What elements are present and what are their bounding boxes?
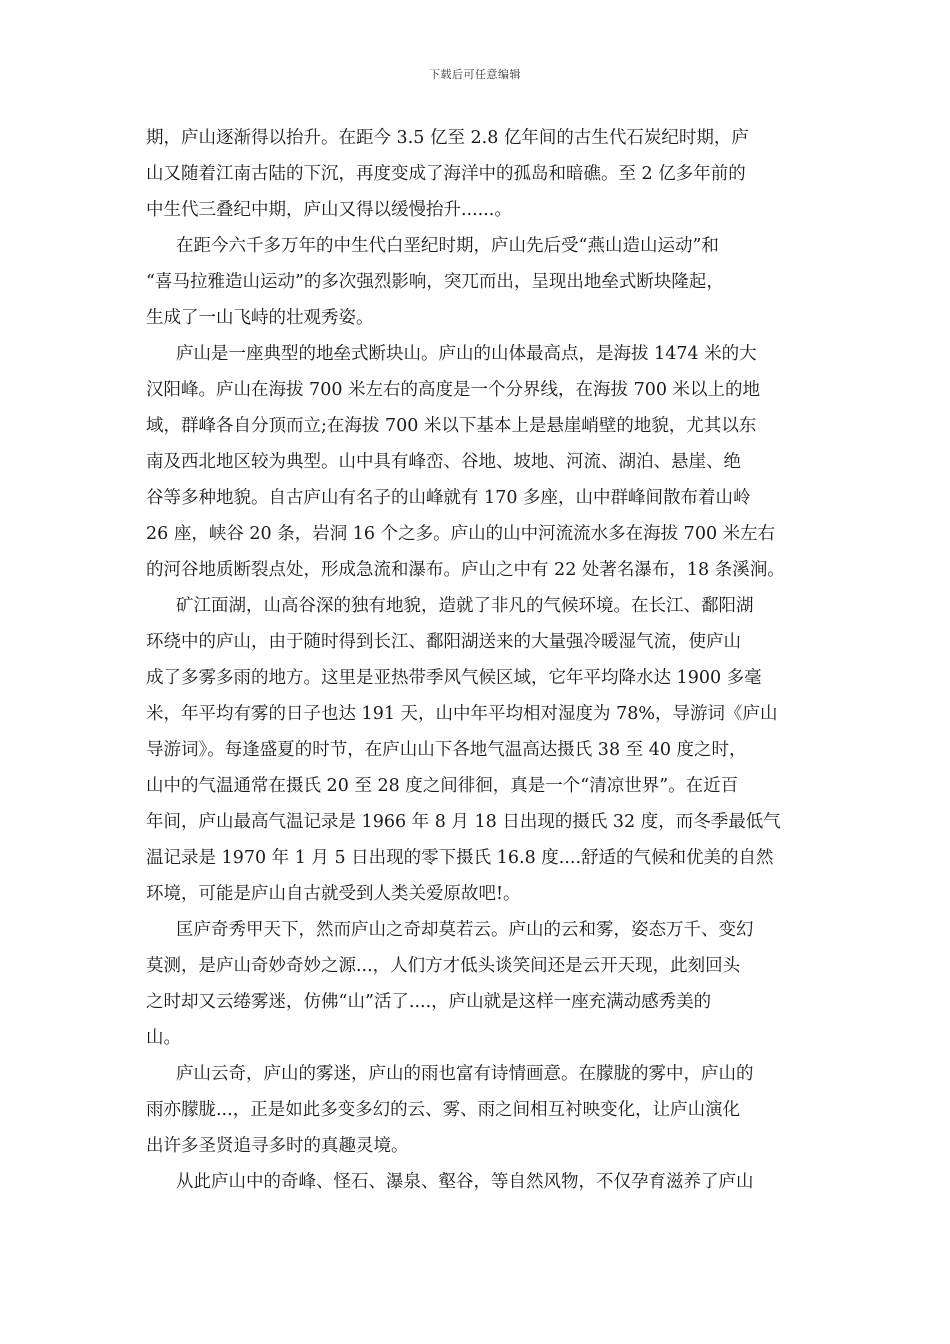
text-line: 生成了一山飞峙的壮观秀姿。 [146, 308, 374, 328]
text-line: 域，群峰各自分顶而立;在海拔 700 米以下基本上是悬崖峭壁的地貌，尤其以东 [146, 416, 757, 436]
text-line: 矿江面湖，山高谷深的独有地貌，造就了非凡的气候环境。在长江、鄱阳湖 [176, 596, 754, 616]
text-line: 成了多雾多雨的地方。这里是亚热带季风气候区域，它年平均降水达 1900 多毫 [146, 668, 762, 688]
text-line: 山又随着江南古陆的下沉，再度变成了海洋中的孤岛和暗礁。至 2 亿多年前的 [146, 164, 746, 184]
paragraph [146, 228, 808, 336]
text-line: 米，年平均有雾的日子也达 191 天，山中年平均相对湿度为 78%，导游词《庐山 [146, 704, 778, 724]
text-line: 导游词》。每逢盛夏的时节，在庐山山下各地气温高达摄氏 38 至 40 度之时， [146, 740, 747, 760]
text-line: 环境，可能是庐山自古就受到人类关爱原故吧!。 [146, 884, 521, 904]
text-line: 庐山云奇，庐山的雾迷，庐山的雨也富有诗情画意。在朦胧的雾中，庐山的 [176, 1064, 754, 1084]
text-line: 匡庐奇秀甲天下，然而庐山之奇却莫若云。庐山的云和雾，姿态万千、变幻 [176, 920, 754, 940]
text-line: 南及西北地区较为典型。山中具有峰峦、谷地、坡地、河流、湖泊、悬崖、绝 [146, 452, 741, 472]
paragraph [146, 912, 808, 1056]
paragraph [146, 336, 808, 588]
text-line: 谷等多种地貌。自古庐山有名子的山峰就有 170 多座，山中群峰间散布着山岭 [146, 488, 751, 508]
text-line: 庐山是一座典型的地垒式断块山。庐山的山体最高点，是海拔 1474 米的大 [176, 344, 757, 364]
text-line: 雨亦朦胧...，正是如此多变多幻的云、雾、雨之间相互衬映变化，让庐山演化 [146, 1100, 741, 1120]
text-line: 在距今六千多万年的中生代白垩纪时期，庐山先后受“燕山造山运动”和 [176, 236, 719, 256]
text-line: 从此庐山中的奇峰、怪石、瀑泉、壑谷，等自然风物，不仅孕育滋养了庐山 [176, 1172, 754, 1192]
text-line: 期，庐山逐渐得以抬升。在距今 3.5 亿至 2.8 亿年间的古生代石炭纪时期，庐 [146, 128, 749, 148]
paragraph [146, 1056, 808, 1164]
text-line: 之时却又云绻雾迷，仿佛“山”活了....，庐山就是这样一座充满动感秀美的 [146, 992, 712, 1012]
document-body [146, 120, 808, 1200]
text-line: 温记录是 1970 年 1 月 5 日出现的零下摄氏 16.8 度....舒适的气候和优美的自然 [146, 848, 774, 868]
text-line: 出许多圣贤追寻多时的真趣灵境。 [146, 1136, 409, 1156]
paragraph [146, 588, 808, 912]
text-line: 山。 [146, 1028, 181, 1048]
paragraph [146, 120, 808, 228]
text-line: “喜马拉雅造山运动”的多次强烈影响，突兀而出，呈现出地垒式断块隆起， [146, 272, 724, 292]
text-line: 环绕中的庐山，由于随时得到长江、鄱阳湖送来的大量强冷暖湿气流，使庐山 [146, 632, 741, 652]
text-line: 中生代三叠纪中期，庐山又得以缓慢抬升......。 [146, 200, 512, 220]
text-line: 的河谷地质断裂点处，形成急流和瀑布。庐山之中有 22 处著名瀑布，18 条溪涧。 [146, 560, 785, 580]
paragraph [146, 1164, 808, 1200]
page-header-note: 下载后可任意编辑 [429, 68, 521, 81]
text-line: 莫测，是庐山奇妙奇妙之源...，人们方才低头谈笑间还是云开天现，此刻回头 [146, 956, 741, 976]
text-line: 26 座，峡谷 20 条，岩洞 16 个之多。庐山的山中河流流水多在海拔 700 米左右 [146, 524, 776, 544]
text-line: 年间，庐山最高气温记录是 1966 年 8 月 18 日出现的摄氏 32 度，而冬季最低气 [146, 812, 781, 832]
text-line: 山中的气温通常在摄氏 20 至 28 度之间徘徊，真是一个“清凉世界”。在近百 [146, 776, 739, 796]
text-line: 汉阳峰。庐山在海拔 700 米左右的高度是一个分界线，在海拔 700 米以上的地 [146, 380, 761, 400]
